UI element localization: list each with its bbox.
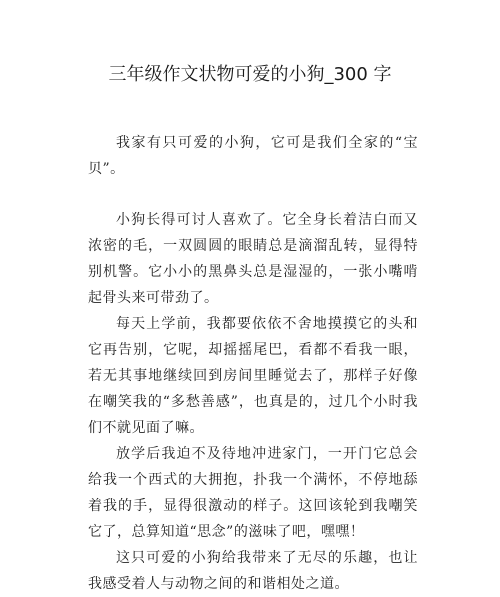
paragraph-conclusion: 这只可爱的小狗给我带来了无尽的乐趣，也让我感受着人与动物之间的和谐相处之道。 <box>88 550 418 592</box>
paragraph-after-school: 放学后我迫不及待地冲进家门，一开门它总会给我一个西式的大拥抱，扑我一个满怀，不停地舔着我的手，显得很激动的样子。这回该轮到我嘲笑它了，总算知道“思念”的滋味了吧，嘿嘿！ <box>88 446 418 540</box>
article-body <box>88 130 418 597</box>
paragraph-morning: 每天上学前，我都要依依不舍地摸摸它的头和它再告别，它呢，却摇摇尾巴，看都不看我一眼，若无其事地继续回到房间里睡觉去了，那样子好像在嘲笑我的“多愁善感”，也真是的，过几个小时我们不就见面了嘛。 <box>88 316 418 436</box>
paragraph-intro: 我家有只可爱的小狗，它可是我们全家的“宝贝”。 <box>88 135 418 177</box>
paragraph-appearance: 小狗长得可讨人喜欢了。它全身长着洁白而又浓密的毛，一双圆圆的眼睛总是滴溜乱转，显得特别机警。它小小的黑鼻头总是湿湿的，一张小嘴啃起骨头来可带劲了。 <box>88 212 418 306</box>
document-title: 三年级作文状物可爱的小狗_300 字 <box>108 64 392 85</box>
